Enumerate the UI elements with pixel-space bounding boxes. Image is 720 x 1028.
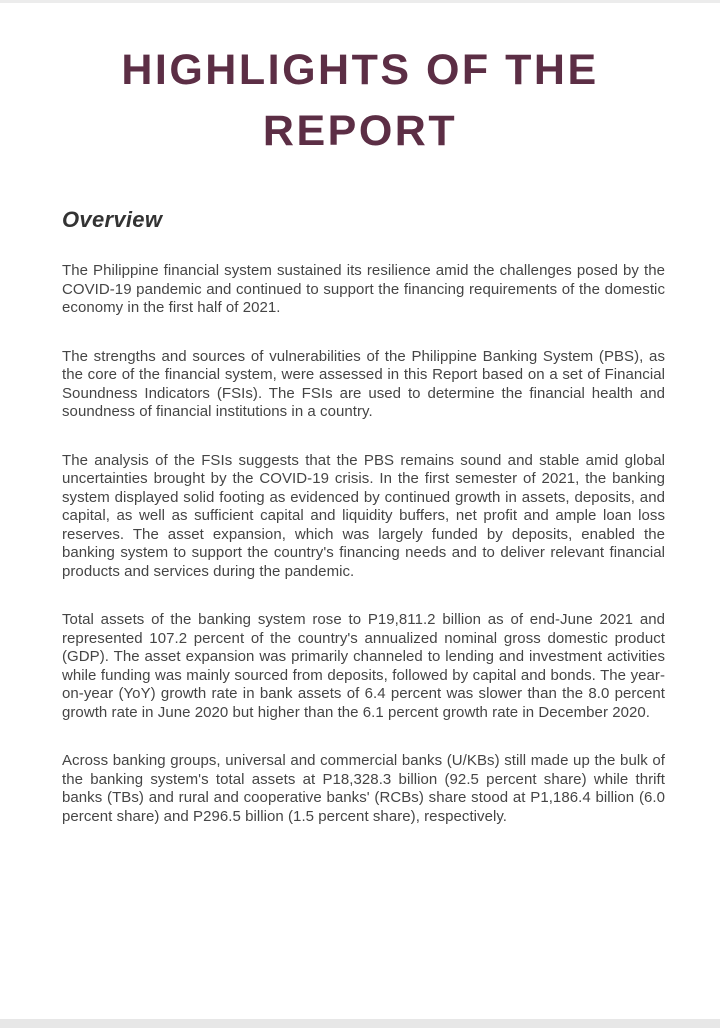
paragraph-resilience: The Philippine financial system sustained its resilience amid the challenges posed by the COVID-19 pandemic and continued to support the financing requirements of the domestic economy in the first half of 2021.: [62, 262, 665, 316]
page-top-edge: [0, 0, 720, 3]
paragraph-fsi-analysis: The analysis of the FSIs suggests that the PBS remains sound and stable amid global uncertainties brought by the COVID-19 crisis. In the first semester of 2021, the banking system displayed solid footing as evidenced by continued growth in assets, deposits, and capital, as well as sufficient capital and liquidity buffers, net profit and ample loan loss reserves. The asset expansion, which was largely funded by deposits, enabled the banking system to support the country's financing needs and to deliver relevant financial products and services during the pandemic.: [62, 451, 665, 580]
page-title: [30, 40, 690, 162]
page-title-line1: HIGHLIGHTS OF THE: [121, 46, 599, 94]
section-heading-overview: Overview: [62, 207, 163, 232]
report-body: [62, 262, 665, 826]
paragraph-fsi-assessment: The strengths and sources of vulnerabilities of the Philippine Banking System (PBS), as the core of the financial system, were assessed in this Report based on a set of Financial Soundness Indicators (FSIs). The FSIs are used to determine the financial health and soundness of financial institutions in a country.: [62, 347, 665, 420]
paragraph-total-assets: Total assets of the banking system rose to P19,811.2 billion as of end-June 2021 and represented 107.2 percent of the country's annualized nominal gross domestic product (GDP). The asset expansion was primarily channeled to lending and investment activities while funding was mainly sourced from deposits, followed by capital and bonds. The year-on-year (YoY) growth rate in bank assets of 6.4 percent was slower than the 8.0 percent growth rate in June 2020 but higher than the 6.1 percent growth rate in December 2020.: [62, 611, 665, 721]
paragraph-banking-groups: Across banking groups, universal and commercial banks (U/KBs) still made up the bulk of the banking system's total assets at P18,328.3 billion (92.5 percent share) while thrift banks (TBs) and rural and cooperative banks' (RCBs) share stood at P1,186.4 billion (6.0 percent share) and P296.5 billion (1.5 percent share), respectively.: [62, 752, 665, 825]
page-title-line2: REPORT: [262, 107, 458, 155]
page-bottom-edge: [0, 1019, 720, 1028]
